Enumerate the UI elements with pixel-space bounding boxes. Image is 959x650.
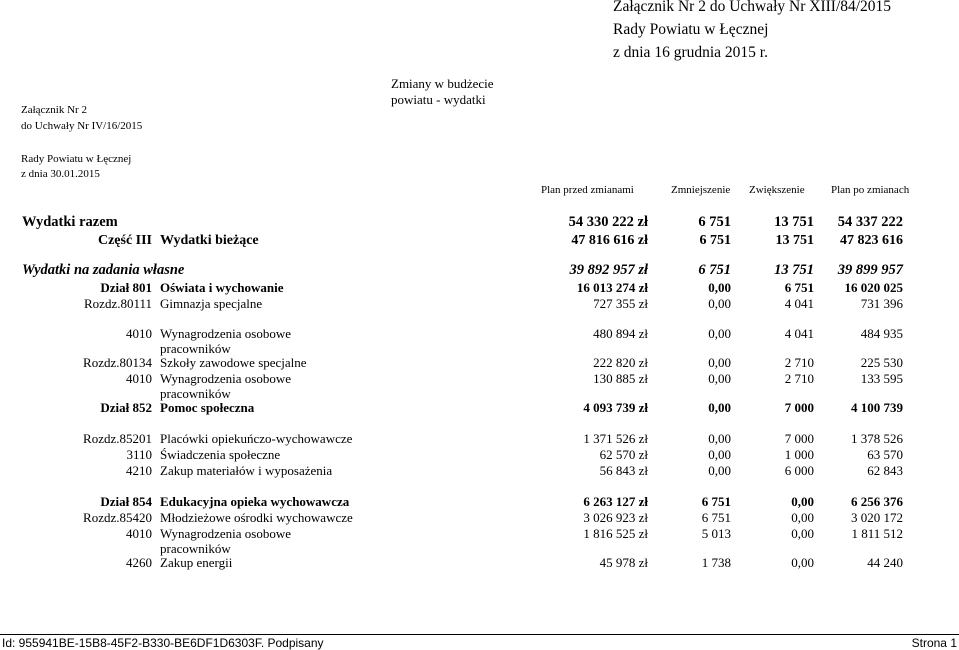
row-plan-after: 4 100 739 [851, 400, 903, 415]
row-decrease: 6 751 [701, 494, 731, 509]
row-plan-before: 222 820 zł [593, 355, 648, 370]
row-plan-before: 130 885 zł [593, 371, 648, 386]
row-code: Rozdz.85201 [83, 431, 152, 446]
row-plan-after: 6 256 376 [851, 494, 903, 509]
row-increase: 13 751 [774, 214, 814, 230]
row-code: Wydatki razem [22, 214, 118, 230]
row-name: Młodzieżowe ośrodki wychowawcze [160, 510, 353, 525]
annex-date: z dnia 30.01.2015 [21, 168, 100, 180]
row-decrease: 0,00 [708, 400, 731, 415]
row-code: 4010 [126, 326, 152, 341]
document-id: Id: 955941BE-15B8-45F2-B330-BE6DF1D6303F. Podpisany [2, 636, 324, 650]
resolution-date: z dnia 16 grudnia 2015 r. [613, 44, 768, 61]
document-title-line2: powiatu - wydatki [391, 92, 486, 107]
row-plan-after: 225 530 [860, 355, 903, 370]
row-plan-before: 56 843 zł [599, 463, 648, 478]
row-code: Część III [97, 233, 152, 248]
row-plan-before: 47 816 616 zł [571, 233, 648, 248]
row-name-continued: pracowników [160, 386, 231, 401]
row-decrease: 0,00 [708, 371, 731, 386]
row-plan-after: 1 378 526 [851, 431, 903, 446]
row-name: Wynagrodzenia osobowe [160, 371, 291, 386]
row-plan-after: 484 935 [860, 326, 903, 341]
row-plan-after: 133 595 [860, 371, 903, 386]
annex-council: Rady Powiatu w Łęcznej [21, 153, 132, 165]
document-title-line1: Zmiany w budżecie [391, 76, 494, 91]
row-increase: 0,00 [791, 555, 814, 570]
row-increase: 6 751 [784, 280, 814, 295]
row-decrease: 0,00 [708, 431, 731, 446]
row-plan-after: 44 240 [867, 555, 903, 570]
column-header-before: Plan przed zmianami [541, 184, 634, 196]
row-increase: 13 751 [774, 262, 814, 278]
row-decrease: 5 013 [701, 526, 731, 541]
column-header-decrease: Zmniejszenie [671, 184, 731, 196]
row-increase: 1 000 [784, 447, 814, 462]
row-name: Świadczenia społeczne [160, 447, 281, 462]
row-name: Oświata i wychowanie [160, 280, 284, 295]
row-increase: 0,00 [791, 510, 814, 525]
row-code: Dział 852 [100, 400, 152, 415]
row-code: Rozdz.80111 [84, 296, 152, 311]
resolution-title: Załącznik Nr 2 do Uchwały Nr XIII/84/2015 [613, 0, 892, 15]
row-decrease: 6 751 [698, 262, 731, 278]
row-plan-before: 480 894 zł [593, 326, 648, 341]
row-code: Rozdz.85420 [83, 510, 152, 525]
row-decrease: 0,00 [708, 355, 731, 370]
row-code: Dział 801 [100, 280, 152, 295]
row-name: Wydatki bieżące [160, 233, 259, 248]
row-code: 3110 [126, 447, 152, 462]
row-decrease: 6 751 [698, 214, 731, 230]
row-plan-after: 47 823 616 [840, 233, 903, 248]
row-name: Edukacyjna opieka wychowawcza [160, 494, 350, 509]
row-name: Szkoły zawodowe specjalne [160, 355, 307, 370]
row-plan-before: 6 263 127 zł [583, 494, 648, 509]
row-plan-before: 4 093 739 zł [583, 400, 648, 415]
row-decrease: 0,00 [708, 463, 731, 478]
column-header-increase: Zwiększenie [749, 184, 805, 196]
row-name: Gimnazja specjalne [160, 296, 263, 311]
row-name-continued: pracowników [160, 541, 231, 556]
row-plan-before: 16 013 274 zł [576, 280, 648, 295]
row-code: 4260 [126, 555, 152, 570]
row-code: 4010 [126, 371, 152, 386]
row-plan-after: 39 899 957 [837, 262, 903, 278]
page-number: Strona 1 [911, 636, 957, 650]
row-plan-before: 39 892 957 zł [569, 262, 648, 278]
row-increase: 0,00 [791, 494, 814, 509]
row-increase: 13 751 [775, 233, 814, 248]
row-increase: 2 710 [784, 371, 814, 386]
row-increase: 4 041 [784, 296, 814, 311]
row-decrease: 0,00 [708, 326, 731, 341]
row-plan-after: 16 020 025 [844, 280, 903, 295]
row-plan-after: 63 570 [867, 447, 903, 462]
resolution-council: Rady Powiatu w Łęcznej [613, 21, 769, 38]
row-code: Dział 854 [100, 494, 152, 509]
annex-number: Załącznik Nr 2 [21, 104, 87, 116]
annex-resolution: do Uchwały Nr IV/16/2015 [21, 120, 143, 132]
row-plan-after: 731 396 [860, 296, 903, 311]
row-increase: 7 000 [784, 400, 814, 415]
row-code: 4210 [126, 463, 152, 478]
row-decrease: 6 751 [699, 233, 731, 248]
row-plan-after: 62 843 [867, 463, 903, 478]
footer-divider [0, 634, 959, 635]
row-plan-after: 54 337 222 [837, 214, 903, 230]
row-code: 4010 [126, 526, 152, 541]
row-plan-before: 62 570 zł [599, 447, 648, 462]
row-plan-before: 54 330 222 zł [568, 214, 648, 230]
column-header-after: Plan po zmianach [831, 184, 910, 196]
row-name: Zakup materiałów i wyposażenia [160, 463, 333, 478]
row-increase: 7 000 [784, 431, 814, 446]
row-code: Rozdz.80134 [83, 355, 152, 370]
row-decrease: 0,00 [708, 280, 731, 295]
row-plan-after: 1 811 512 [851, 526, 903, 541]
row-increase: 2 710 [784, 355, 814, 370]
row-increase: 4 041 [784, 326, 814, 341]
row-increase: 6 000 [784, 463, 814, 478]
row-decrease: 6 751 [701, 510, 731, 525]
row-decrease: 0,00 [708, 447, 731, 462]
row-name: Placówki opiekuńczo-wychowawcze [160, 431, 353, 446]
row-plan-before: 1 816 525 zł [583, 526, 648, 541]
row-plan-before: 45 978 zł [599, 555, 648, 570]
row-plan-after: 3 020 172 [851, 510, 903, 525]
row-plan-before: 3 026 923 zł [583, 510, 648, 525]
row-name: Zakup energii [160, 555, 233, 570]
row-plan-before: 1 371 526 zł [583, 431, 648, 446]
row-name: Pomoc społeczna [160, 400, 255, 415]
row-increase: 0,00 [791, 526, 814, 541]
row-code: Wydatki na zadania własne [22, 262, 185, 278]
row-decrease: 0,00 [708, 296, 731, 311]
row-decrease: 1 738 [701, 555, 731, 570]
row-name-continued: pracowników [160, 341, 231, 356]
row-plan-before: 727 355 zł [593, 296, 648, 311]
row-name: Wynagrodzenia osobowe [160, 526, 291, 541]
row-name: Wynagrodzenia osobowe [160, 326, 291, 341]
